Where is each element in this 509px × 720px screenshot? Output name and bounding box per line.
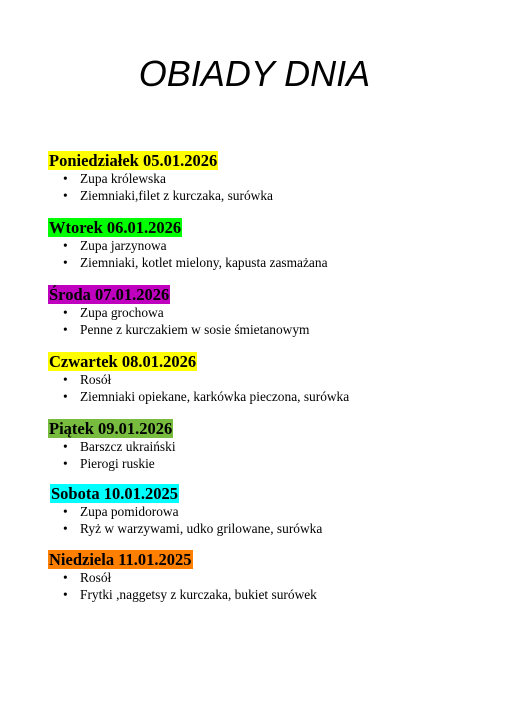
meal-item: • Barszcz ukraiński: [63, 439, 176, 454]
meal-item: • Zupa pomidorowa: [63, 504, 179, 519]
meal-item: • Penne z kurczakiem w sosie śmietanowym: [63, 321, 310, 337]
meal-item: • Rosół: [63, 372, 112, 387]
bullet-icon: •: [63, 305, 68, 320]
day-header-monday: Poniedziałek 05.01.2026: [49, 151, 218, 170]
bullet-icon: •: [63, 254, 68, 270]
meal-item: • Zupa jarzynowa: [63, 238, 167, 253]
meal-item: • Ryż w warzywami, udko grilowane, surówka: [63, 520, 323, 536]
meal-item: • Zupa grochowa: [63, 305, 164, 320]
bullet-icon: •: [63, 187, 68, 203]
day-block-monday: [48, 151, 488, 204]
bullet-icon: •: [63, 321, 68, 337]
meal-item: • Ziemniaki opiekane, karkówka pieczona, surówka: [63, 388, 350, 404]
bullet-icon: •: [63, 520, 68, 536]
day-block-wednesday: [48, 285, 488, 338]
bullet-icon: •: [63, 504, 68, 519]
meal-list: [48, 171, 488, 204]
meal-list: [48, 372, 488, 405]
meal-item: • Ziemniaki,filet z kurczaka, surówka: [63, 187, 273, 203]
meal-list: [48, 238, 488, 271]
meal-list: [48, 439, 488, 472]
day-block-sunday: [48, 550, 488, 603]
meal-item: • Rosół: [63, 570, 112, 585]
bullet-icon: •: [63, 455, 68, 471]
day-block-thursday: [48, 352, 488, 405]
meal-item: • Pierogi ruskie: [63, 455, 155, 471]
bullet-icon: •: [63, 570, 68, 585]
meal-list: [48, 504, 490, 537]
day-block-saturday: [50, 484, 490, 537]
bullet-icon: •: [63, 586, 68, 602]
bullet-icon: •: [63, 372, 68, 387]
meal-item: • Ziemniaki, kotlet mielony, kapusta zasmażana: [63, 254, 328, 270]
meal-item: • Frytki ,naggetsy z kurczaka, bukiet surówek: [63, 586, 317, 602]
meal-list: [48, 570, 488, 603]
meal-item: • Zupa królewska: [63, 171, 166, 186]
bullet-icon: •: [63, 439, 68, 454]
day-header-thursday: Czwartek 08.01.2026: [49, 352, 197, 371]
day-header-tuesday: Wtorek 06.01.2026: [49, 218, 182, 237]
bullet-icon: •: [63, 388, 68, 404]
day-header-saturday: Sobota 10.01.2025: [51, 484, 178, 503]
day-header-wednesday: Środa 07.01.2026: [49, 285, 170, 304]
day-header-friday: Piątek 09.01.2026: [49, 419, 173, 438]
bullet-icon: •: [63, 238, 68, 253]
bullet-icon: •: [63, 171, 68, 186]
day-block-friday: [48, 419, 488, 472]
day-header-sunday: Niedziela 11.01.2025: [49, 550, 192, 569]
page-title: OBIADY DNIA: [138, 53, 371, 94]
day-block-tuesday: [48, 218, 488, 271]
meal-list: [48, 305, 488, 338]
